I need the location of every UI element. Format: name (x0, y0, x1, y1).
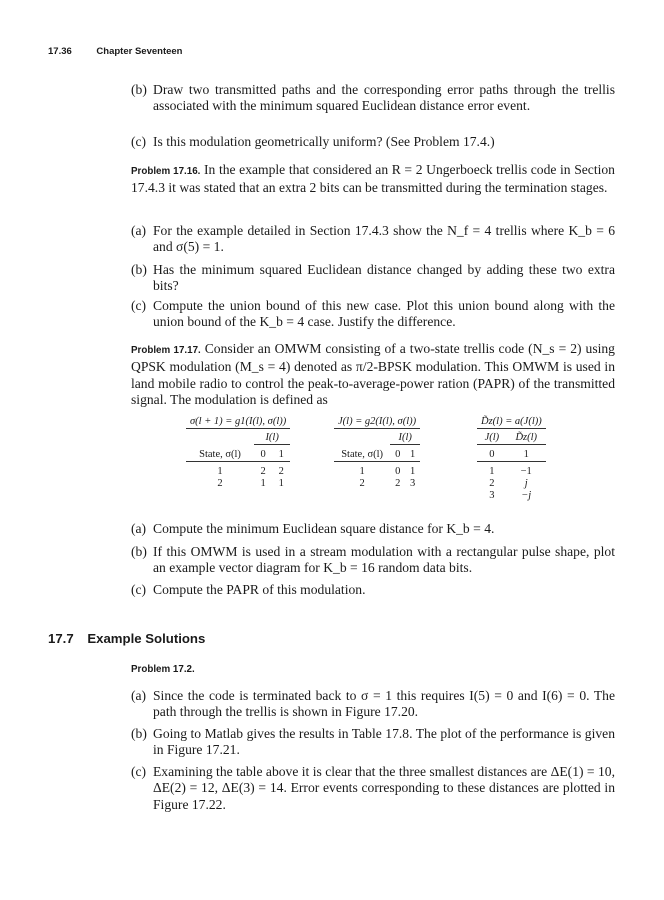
table-col-header: 0 (254, 445, 272, 462)
mapping-table (477, 416, 546, 502)
list-item (131, 262, 615, 295)
table-row (477, 462, 546, 479)
list-item (131, 764, 615, 813)
table-cell: 1 (260, 478, 266, 489)
table-cell: 1 (278, 478, 284, 489)
problem-title: Problem 17.2. (131, 664, 195, 675)
list-item (131, 223, 615, 256)
item-text: Examining the table above it is clear that the three smallest distances are ΔE(1) = 10, ΔE(2) = 12, ΔE(3) = 14. Error events corresponding to these distances are plotted in Figure 17.22. (153, 764, 615, 812)
table-input-label: I(l) (254, 429, 290, 445)
item-label: (c) (131, 134, 147, 149)
list-item (131, 82, 615, 115)
item-label: (c) (131, 764, 147, 779)
item-label: (a) (131, 223, 147, 238)
section-number: 17.7 (48, 631, 74, 646)
item-text: Going to Matlab gives the results in Table 17.8. The plot of the performance is given in Figure 17.21. (153, 726, 615, 758)
item-text: For the example detailed in Section 17.4.3 show the N_f = 4 trellis where K_b = 6 and σ(5) = 1. (153, 223, 615, 255)
table-cell: −1 (520, 466, 532, 477)
table-cell: 0 (395, 466, 401, 477)
next-state-table (186, 416, 290, 490)
table-row (334, 478, 420, 490)
table-cell: 2 (395, 478, 401, 489)
table-cell: 3 (489, 490, 495, 501)
list-item (131, 726, 615, 759)
table-row (477, 490, 546, 502)
table-cell: 1 (410, 466, 416, 477)
table-cell: 2 (217, 478, 223, 489)
chapter-title: Chapter Seventeen (96, 46, 183, 57)
table-row (186, 478, 290, 490)
item-label: (c) (131, 582, 147, 597)
table-row (477, 478, 546, 490)
problem-17-17-statement (131, 341, 615, 409)
item-text: Compute the minimum Euclidean square distance for K_b = 4. (153, 521, 495, 536)
item-text: Compute the union bound of this new case. Plot this union bound along with the union bound of the K_b = 4 case. Justify the difference. (153, 298, 615, 330)
list-item (131, 688, 615, 721)
table-col-header: D̃z(l) (507, 429, 546, 445)
item-label: (a) (131, 688, 147, 703)
table-title: σ(l + 1) = g1(I(l), σ(l)) (186, 416, 290, 429)
table-cell: 2 (359, 478, 365, 489)
list-item (131, 582, 615, 598)
section-heading (48, 631, 205, 646)
table-col-header: J(l) (477, 429, 507, 445)
item-text: Draw two transmitted paths and the corresponding error paths through the trellis associated with the minimum squared Euclidean distance error event. (153, 82, 615, 114)
table-cell: j (524, 478, 528, 489)
problem-17-16-statement (131, 162, 615, 197)
table-cell: 2 (278, 466, 284, 477)
item-label: (a) (131, 521, 147, 536)
list-item (131, 298, 615, 331)
table-cell: 2 (489, 478, 495, 489)
table-state-header: State, σ(l) (334, 445, 390, 462)
table-cell: 0 (477, 445, 507, 462)
table-row (334, 462, 420, 479)
problem-title: Problem 17.16. (131, 166, 201, 177)
table-state-header: State, σ(l) (186, 445, 254, 462)
problem-text: Consider an OMWM consisting of a two-state trellis code (N_s = 2) using QPSK modulation (M_s = 4) denoted as π/2-BPSK modulation. This OMWM is used in land mobile radio to control the peak-to-average-power ration (PAPR) of the transmitted signal. The modulation is defined as (131, 341, 615, 408)
table-col-header: 1 (405, 445, 420, 462)
item-text: Is this modulation geometrically uniform? (See Problem 17.4.) (153, 134, 495, 149)
item-text: If this OMWM is used in a stream modulation with a rectangular pulse shape, plot an example vector diagram for K_b = 16 random data bits. (153, 544, 615, 576)
page-number: 17.36 (48, 46, 72, 57)
table-row (186, 462, 290, 479)
table-title: J(l) = g2(I(l), σ(l)) (334, 416, 420, 429)
table-cell: 1 (359, 466, 365, 477)
table-col-header: 1 (272, 445, 290, 462)
problem-text: In the example that considered an R = 2 Ungerboeck trellis code in Section 17.4.3 it was stated that an extra 2 bits can be transmitted during the termination stages. (131, 162, 615, 196)
table-cell: 1 (507, 445, 546, 462)
item-label: (b) (131, 262, 147, 277)
item-label: (b) (131, 726, 147, 741)
table-cell: 1 (489, 466, 495, 477)
problem-title: Problem 17.17. (131, 345, 201, 356)
item-label: (c) (131, 298, 147, 313)
table-col-header: 0 (390, 445, 405, 462)
table-cell: −j (521, 490, 532, 501)
output-table (334, 416, 420, 490)
table-title: D̃z(l) = a(J(l)) (477, 416, 546, 429)
table-cell: 3 (410, 478, 416, 489)
table-input-label: I(l) (390, 429, 420, 445)
list-item (131, 544, 615, 577)
table-cell: 1 (217, 466, 223, 477)
item-label: (b) (131, 544, 147, 559)
item-text: Has the minimum squared Euclidean distance changed by adding these two extra bits? (153, 262, 615, 294)
item-text: Since the code is terminated back to σ = 1 this requires I(5) = 0 and I(6) = 0. The path through the trellis is shown in Figure 17.20. (153, 688, 615, 720)
item-label: (b) (131, 82, 147, 97)
item-text: Compute the PAPR of this modulation. (153, 582, 366, 597)
section-title: Example Solutions (87, 631, 206, 646)
running-head (48, 46, 182, 57)
list-item (131, 134, 615, 150)
list-item (131, 521, 615, 537)
table-cell: 2 (260, 466, 266, 477)
